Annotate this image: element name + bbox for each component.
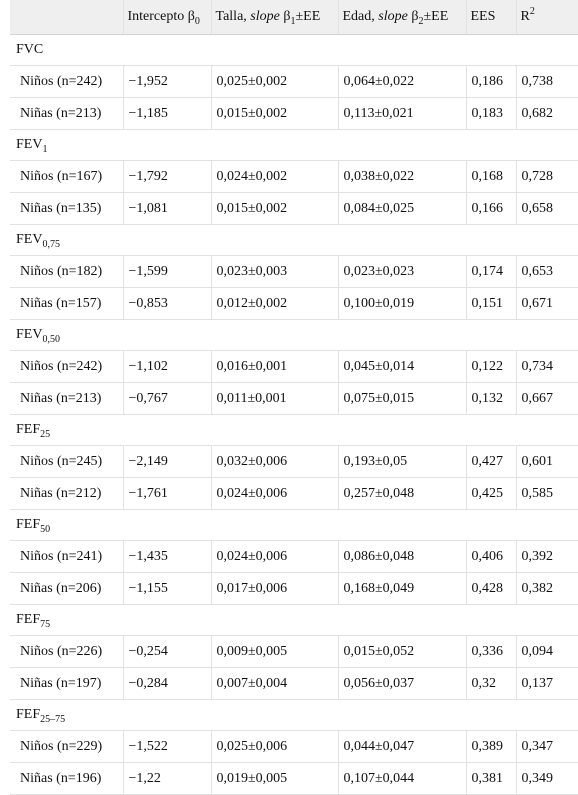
cell-edad: 0,193±0,05 bbox=[338, 446, 466, 478]
table-row bbox=[10, 288, 578, 320]
table-row bbox=[10, 256, 578, 288]
cell-edad: 0,056±0,037 bbox=[338, 668, 466, 700]
cell-r2: 0,667 bbox=[516, 383, 578, 415]
cell-r2: 0,137 bbox=[516, 668, 578, 700]
cell-ees: 0,336 bbox=[466, 636, 516, 668]
row-label: Niños (n=182) bbox=[10, 256, 123, 288]
cell-ees: 0,186 bbox=[466, 66, 516, 98]
row-label: Niñas (n=213) bbox=[10, 98, 123, 130]
cell-talla: 0,024±0,006 bbox=[211, 478, 338, 510]
group-label bbox=[10, 130, 578, 161]
cell-intercept: −1,952 bbox=[123, 66, 211, 98]
group-row bbox=[10, 320, 578, 351]
cell-talla: 0,017±0,006 bbox=[211, 573, 338, 605]
table-row bbox=[10, 763, 578, 795]
cell-ees: 0,425 bbox=[466, 478, 516, 510]
cell-intercept: −1,102 bbox=[123, 351, 211, 383]
table-row bbox=[10, 351, 578, 383]
group-label bbox=[10, 225, 578, 256]
cell-talla: 0,009±0,005 bbox=[211, 636, 338, 668]
row-label: Niños (n=167) bbox=[10, 161, 123, 193]
group-sub: 0,75 bbox=[42, 239, 60, 250]
cell-edad: 0,023±0,023 bbox=[338, 256, 466, 288]
group-sub: 1 bbox=[42, 144, 48, 155]
group-label bbox=[10, 605, 578, 636]
row-label: Niñas (n=206) bbox=[10, 573, 123, 605]
cell-edad: 0,064±0,022 bbox=[338, 66, 466, 98]
cell-intercept: −0,284 bbox=[123, 668, 211, 700]
group-label bbox=[10, 510, 578, 541]
cell-r2: 0,658 bbox=[516, 193, 578, 225]
row-label: Niños (n=242) bbox=[10, 351, 123, 383]
cell-intercept: −1,522 bbox=[123, 731, 211, 763]
cell-talla: 0,024±0,002 bbox=[211, 161, 338, 193]
cell-r2: 0,653 bbox=[516, 256, 578, 288]
group-row bbox=[10, 225, 578, 256]
cell-intercept: −0,254 bbox=[123, 636, 211, 668]
table-body bbox=[10, 35, 578, 795]
cell-intercept: −0,853 bbox=[123, 288, 211, 320]
cell-talla: 0,019±0,005 bbox=[211, 763, 338, 795]
cell-ees: 0,406 bbox=[466, 541, 516, 573]
cell-edad: 0,113±0,021 bbox=[338, 98, 466, 130]
cell-r2: 0,671 bbox=[516, 288, 578, 320]
table-row bbox=[10, 383, 578, 415]
cell-ees: 0,183 bbox=[466, 98, 516, 130]
cell-ees: 0,151 bbox=[466, 288, 516, 320]
table-row bbox=[10, 98, 578, 130]
row-label: Niñas (n=197) bbox=[10, 668, 123, 700]
row-label: Niñas (n=213) bbox=[10, 383, 123, 415]
header-intercept-text: Intercepto β bbox=[127, 9, 195, 24]
group-row bbox=[10, 510, 578, 541]
cell-r2: 0,349 bbox=[516, 763, 578, 795]
group-label bbox=[10, 415, 578, 446]
cell-edad: 0,257±0,048 bbox=[338, 478, 466, 510]
header-row bbox=[10, 0, 578, 35]
cell-talla: 0,015±0,002 bbox=[211, 98, 338, 130]
cell-talla: 0,032±0,006 bbox=[211, 446, 338, 478]
cell-r2: 0,738 bbox=[516, 66, 578, 98]
table-row bbox=[10, 731, 578, 763]
row-label: Niños (n=226) bbox=[10, 636, 123, 668]
header-edad-beta: β bbox=[407, 9, 419, 24]
cell-intercept: −0,767 bbox=[123, 383, 211, 415]
header-talla-suffix: ±EE bbox=[295, 9, 321, 24]
header-talla-beta: β bbox=[279, 9, 291, 24]
cell-r2: 0,392 bbox=[516, 541, 578, 573]
group-sub: 50 bbox=[40, 524, 51, 535]
row-label: Niños (n=242) bbox=[10, 66, 123, 98]
cell-ees: 0,168 bbox=[466, 161, 516, 193]
cell-talla: 0,024±0,006 bbox=[211, 541, 338, 573]
cell-ees: 0,132 bbox=[466, 383, 516, 415]
group-name: FEF bbox=[16, 422, 41, 437]
header-r2 bbox=[516, 0, 578, 35]
cell-intercept: −1,599 bbox=[123, 256, 211, 288]
header-edad bbox=[338, 0, 466, 35]
cell-r2: 0,347 bbox=[516, 731, 578, 763]
header-r2-sup: 2 bbox=[529, 6, 535, 17]
cell-intercept: −1,761 bbox=[123, 478, 211, 510]
cell-ees: 0,427 bbox=[466, 446, 516, 478]
header-talla-prefix: Talla, bbox=[215, 9, 251, 24]
table-row bbox=[10, 193, 578, 225]
cell-edad: 0,038±0,022 bbox=[338, 161, 466, 193]
row-label: Niñas (n=196) bbox=[10, 763, 123, 795]
header-edad-prefix: Edad, bbox=[342, 9, 379, 24]
cell-intercept: −1,435 bbox=[123, 541, 211, 573]
group-label bbox=[10, 320, 578, 351]
group-row bbox=[10, 605, 578, 636]
group-name: FEV bbox=[16, 232, 43, 247]
cell-intercept: −1,081 bbox=[123, 193, 211, 225]
group-name: FEV bbox=[16, 137, 43, 152]
header-edad-suffix: ±EE bbox=[423, 9, 449, 24]
cell-edad: 0,044±0,047 bbox=[338, 731, 466, 763]
header-label bbox=[10, 0, 123, 35]
cell-talla: 0,025±0,006 bbox=[211, 731, 338, 763]
header-r2-text: R bbox=[520, 9, 530, 24]
header-intercept bbox=[123, 0, 211, 35]
row-label: Niños (n=241) bbox=[10, 541, 123, 573]
cell-r2: 0,585 bbox=[516, 478, 578, 510]
cell-ees: 0,174 bbox=[466, 256, 516, 288]
cell-r2: 0,728 bbox=[516, 161, 578, 193]
group-name: FEV bbox=[16, 327, 43, 342]
group-row bbox=[10, 415, 578, 446]
group-row bbox=[10, 700, 578, 731]
group-row bbox=[10, 130, 578, 161]
cell-ees: 0,166 bbox=[466, 193, 516, 225]
header-edad-sub: 2 bbox=[418, 16, 424, 27]
row-label: Niñas (n=212) bbox=[10, 478, 123, 510]
cell-ees: 0,122 bbox=[466, 351, 516, 383]
table-row bbox=[10, 478, 578, 510]
header-edad-slope: slope bbox=[378, 9, 408, 24]
cell-edad: 0,015±0,052 bbox=[338, 636, 466, 668]
cell-intercept: −1,185 bbox=[123, 98, 211, 130]
cell-talla: 0,012±0,002 bbox=[211, 288, 338, 320]
header-talla-slope: slope bbox=[250, 9, 280, 24]
group-name: FVC bbox=[16, 42, 44, 57]
header-talla bbox=[211, 0, 338, 35]
table-row bbox=[10, 161, 578, 193]
cell-ees: 0,389 bbox=[466, 731, 516, 763]
cell-edad: 0,100±0,019 bbox=[338, 288, 466, 320]
cell-ees: 0,381 bbox=[466, 763, 516, 795]
cell-edad: 0,045±0,014 bbox=[338, 351, 466, 383]
cell-edad: 0,107±0,044 bbox=[338, 763, 466, 795]
group-sub: 25–75 bbox=[40, 714, 66, 725]
group-name: FEF bbox=[16, 707, 41, 722]
cell-r2: 0,682 bbox=[516, 98, 578, 130]
cell-r2: 0,094 bbox=[516, 636, 578, 668]
header-ees: EES bbox=[466, 0, 516, 35]
cell-ees: 0,428 bbox=[466, 573, 516, 605]
cell-talla: 0,025±0,002 bbox=[211, 66, 338, 98]
table-row bbox=[10, 446, 578, 478]
group-label bbox=[10, 700, 578, 731]
cell-ees: 0,32 bbox=[466, 668, 516, 700]
cell-r2: 0,382 bbox=[516, 573, 578, 605]
header-talla-sub: 1 bbox=[290, 16, 296, 27]
group-name: FEF bbox=[16, 612, 41, 627]
cell-talla: 0,011±0,001 bbox=[211, 383, 338, 415]
cell-intercept: −2,149 bbox=[123, 446, 211, 478]
group-label bbox=[10, 35, 578, 66]
group-row bbox=[10, 35, 578, 66]
cell-edad: 0,168±0,049 bbox=[338, 573, 466, 605]
cell-talla: 0,023±0,003 bbox=[211, 256, 338, 288]
group-sub: 0,50 bbox=[42, 334, 60, 345]
row-label: Niñas (n=135) bbox=[10, 193, 123, 225]
cell-talla: 0,015±0,002 bbox=[211, 193, 338, 225]
cell-edad: 0,084±0,025 bbox=[338, 193, 466, 225]
group-name: FEF bbox=[16, 517, 41, 532]
group-sub: 75 bbox=[40, 619, 51, 630]
table-row bbox=[10, 668, 578, 700]
cell-intercept: −1,155 bbox=[123, 573, 211, 605]
cell-intercept: −1,22 bbox=[123, 763, 211, 795]
cell-edad: 0,086±0,048 bbox=[338, 541, 466, 573]
row-label: Niñas (n=157) bbox=[10, 288, 123, 320]
cell-r2: 0,601 bbox=[516, 446, 578, 478]
regression-table bbox=[10, 0, 578, 795]
table-row bbox=[10, 573, 578, 605]
header-intercept-sub: 0 bbox=[194, 16, 200, 27]
table-row bbox=[10, 636, 578, 668]
row-label: Niños (n=229) bbox=[10, 731, 123, 763]
table-row bbox=[10, 66, 578, 98]
cell-edad: 0,075±0,015 bbox=[338, 383, 466, 415]
cell-talla: 0,016±0,001 bbox=[211, 351, 338, 383]
table-row bbox=[10, 541, 578, 573]
cell-r2: 0,734 bbox=[516, 351, 578, 383]
group-sub: 25 bbox=[40, 429, 51, 440]
table-header bbox=[10, 0, 578, 35]
row-label: Niños (n=245) bbox=[10, 446, 123, 478]
cell-intercept: −1,792 bbox=[123, 161, 211, 193]
cell-talla: 0,007±0,004 bbox=[211, 668, 338, 700]
